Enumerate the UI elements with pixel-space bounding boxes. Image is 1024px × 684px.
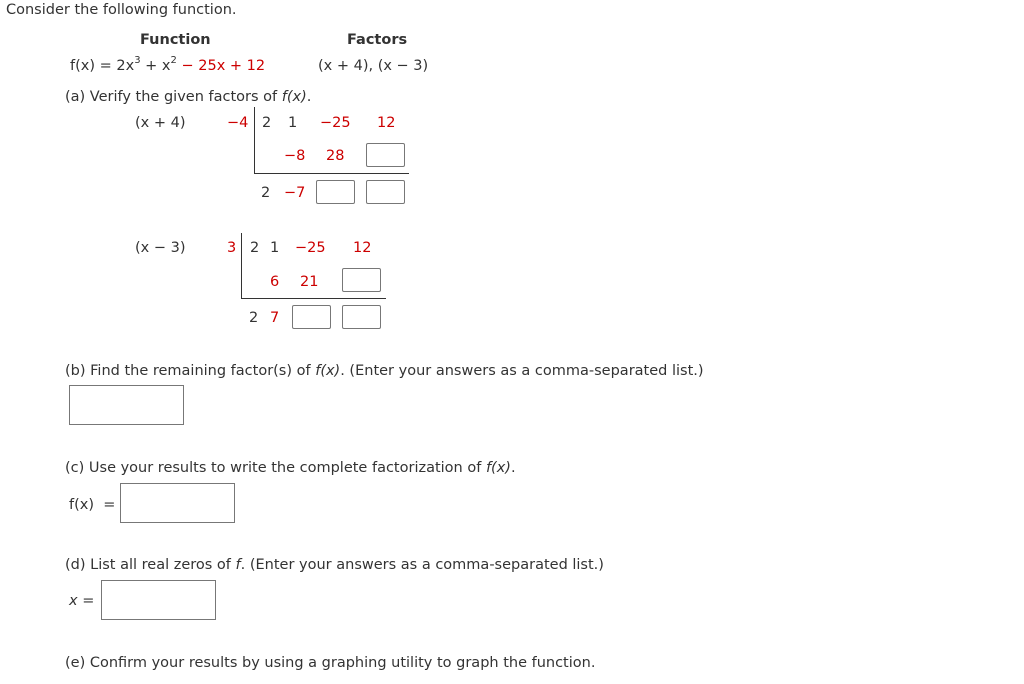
- div1-root: −4: [227, 115, 249, 131]
- part-c-label: f(x) =: [69, 497, 116, 513]
- div2-bottom-answer-box-2[interactable]: [342, 305, 381, 329]
- intro-text: Consider the following function.: [6, 2, 237, 18]
- part-c-answer-input[interactable]: [120, 483, 235, 523]
- part-d-prompt: [65, 556, 604, 574]
- div2-vertical-bar: [241, 233, 242, 298]
- div2-bottom-1: 7: [270, 310, 280, 326]
- function-exp2: 2: [170, 55, 177, 66]
- div1-bottom-1: −7: [284, 185, 306, 201]
- part-d-f: f: [235, 557, 241, 573]
- div1-coef-2: −25: [320, 115, 351, 131]
- factors-header: Factors: [347, 32, 408, 48]
- function-mid: + x: [140, 58, 171, 74]
- div2-horizontal-bar: [241, 298, 386, 299]
- div1-coef-0: 2: [262, 115, 272, 131]
- function-tail: − 25x + 12: [176, 58, 266, 74]
- div2-coef-1: 1: [270, 240, 280, 256]
- div2-coef-3: 12: [353, 240, 372, 256]
- div1-bottom-answer-box-2[interactable]: [366, 180, 405, 204]
- function-lhs: f(x) = 2x: [70, 58, 135, 74]
- div1-mid-0: −8: [284, 148, 306, 164]
- div1-factor: (x + 4): [135, 115, 186, 131]
- part-c-fx: f(x): [485, 460, 511, 476]
- div2-coef-2: −25: [295, 240, 326, 256]
- part-d-prompt-text: (d) List all real zeros of: [65, 557, 236, 573]
- function-exp1: 3: [134, 55, 141, 66]
- div1-horizontal-bar: [254, 173, 409, 174]
- part-c-prompt-end: .: [510, 460, 516, 476]
- div2-mid-answer-box[interactable]: [342, 268, 381, 292]
- div2-bottom-answer-box-1[interactable]: [292, 305, 331, 329]
- div2-bottom-0: 2: [249, 310, 259, 326]
- div2-root: 3: [227, 240, 237, 256]
- div1-mid-answer-box[interactable]: [366, 143, 405, 167]
- div1-vertical-bar: [254, 107, 255, 173]
- function-header: Function: [140, 32, 211, 48]
- part-c-prompt-text: (c) Use your results to write the complete factorization of: [65, 460, 486, 476]
- part-a-prompt: [65, 88, 311, 106]
- div2-mid-0: 6: [270, 274, 280, 290]
- part-b-prompt-text: (b) Find the remaining factor(s) of: [65, 363, 316, 379]
- part-b-prompt: [65, 362, 704, 380]
- div1-bottom-answer-box-1[interactable]: [316, 180, 355, 204]
- part-d-label: x =: [69, 593, 95, 609]
- div2-factor: (x − 3): [135, 240, 186, 256]
- part-d-prompt-end: . (Enter your answers as a comma-separated list.): [240, 557, 604, 573]
- div1-coef-1: 1: [288, 115, 298, 131]
- factors-list: (x + 4), (x − 3): [318, 58, 429, 74]
- part-a-prompt-end: .: [306, 89, 312, 105]
- part-a-prompt-text: (a) Verify the given factors of: [65, 89, 282, 105]
- part-d-answer-input[interactable]: [101, 580, 216, 620]
- div1-coef-3: 12: [377, 115, 396, 131]
- function-expression: [70, 57, 265, 75]
- div2-mid-1: 21: [300, 274, 319, 290]
- div2-coef-0: 2: [250, 240, 260, 256]
- part-b-fx: f(x): [315, 363, 341, 379]
- part-b-answer-input[interactable]: [69, 385, 184, 425]
- part-c-prompt: [65, 459, 516, 477]
- part-b-prompt-end: . (Enter your answers as a comma-separated list.): [340, 363, 704, 379]
- div1-mid-1: 28: [326, 148, 345, 164]
- part-e-prompt: (e) Confirm your results by using a graphing utility to graph the function.: [65, 655, 596, 671]
- div1-bottom-0: 2: [261, 185, 271, 201]
- part-a-fx: f(x): [281, 89, 307, 105]
